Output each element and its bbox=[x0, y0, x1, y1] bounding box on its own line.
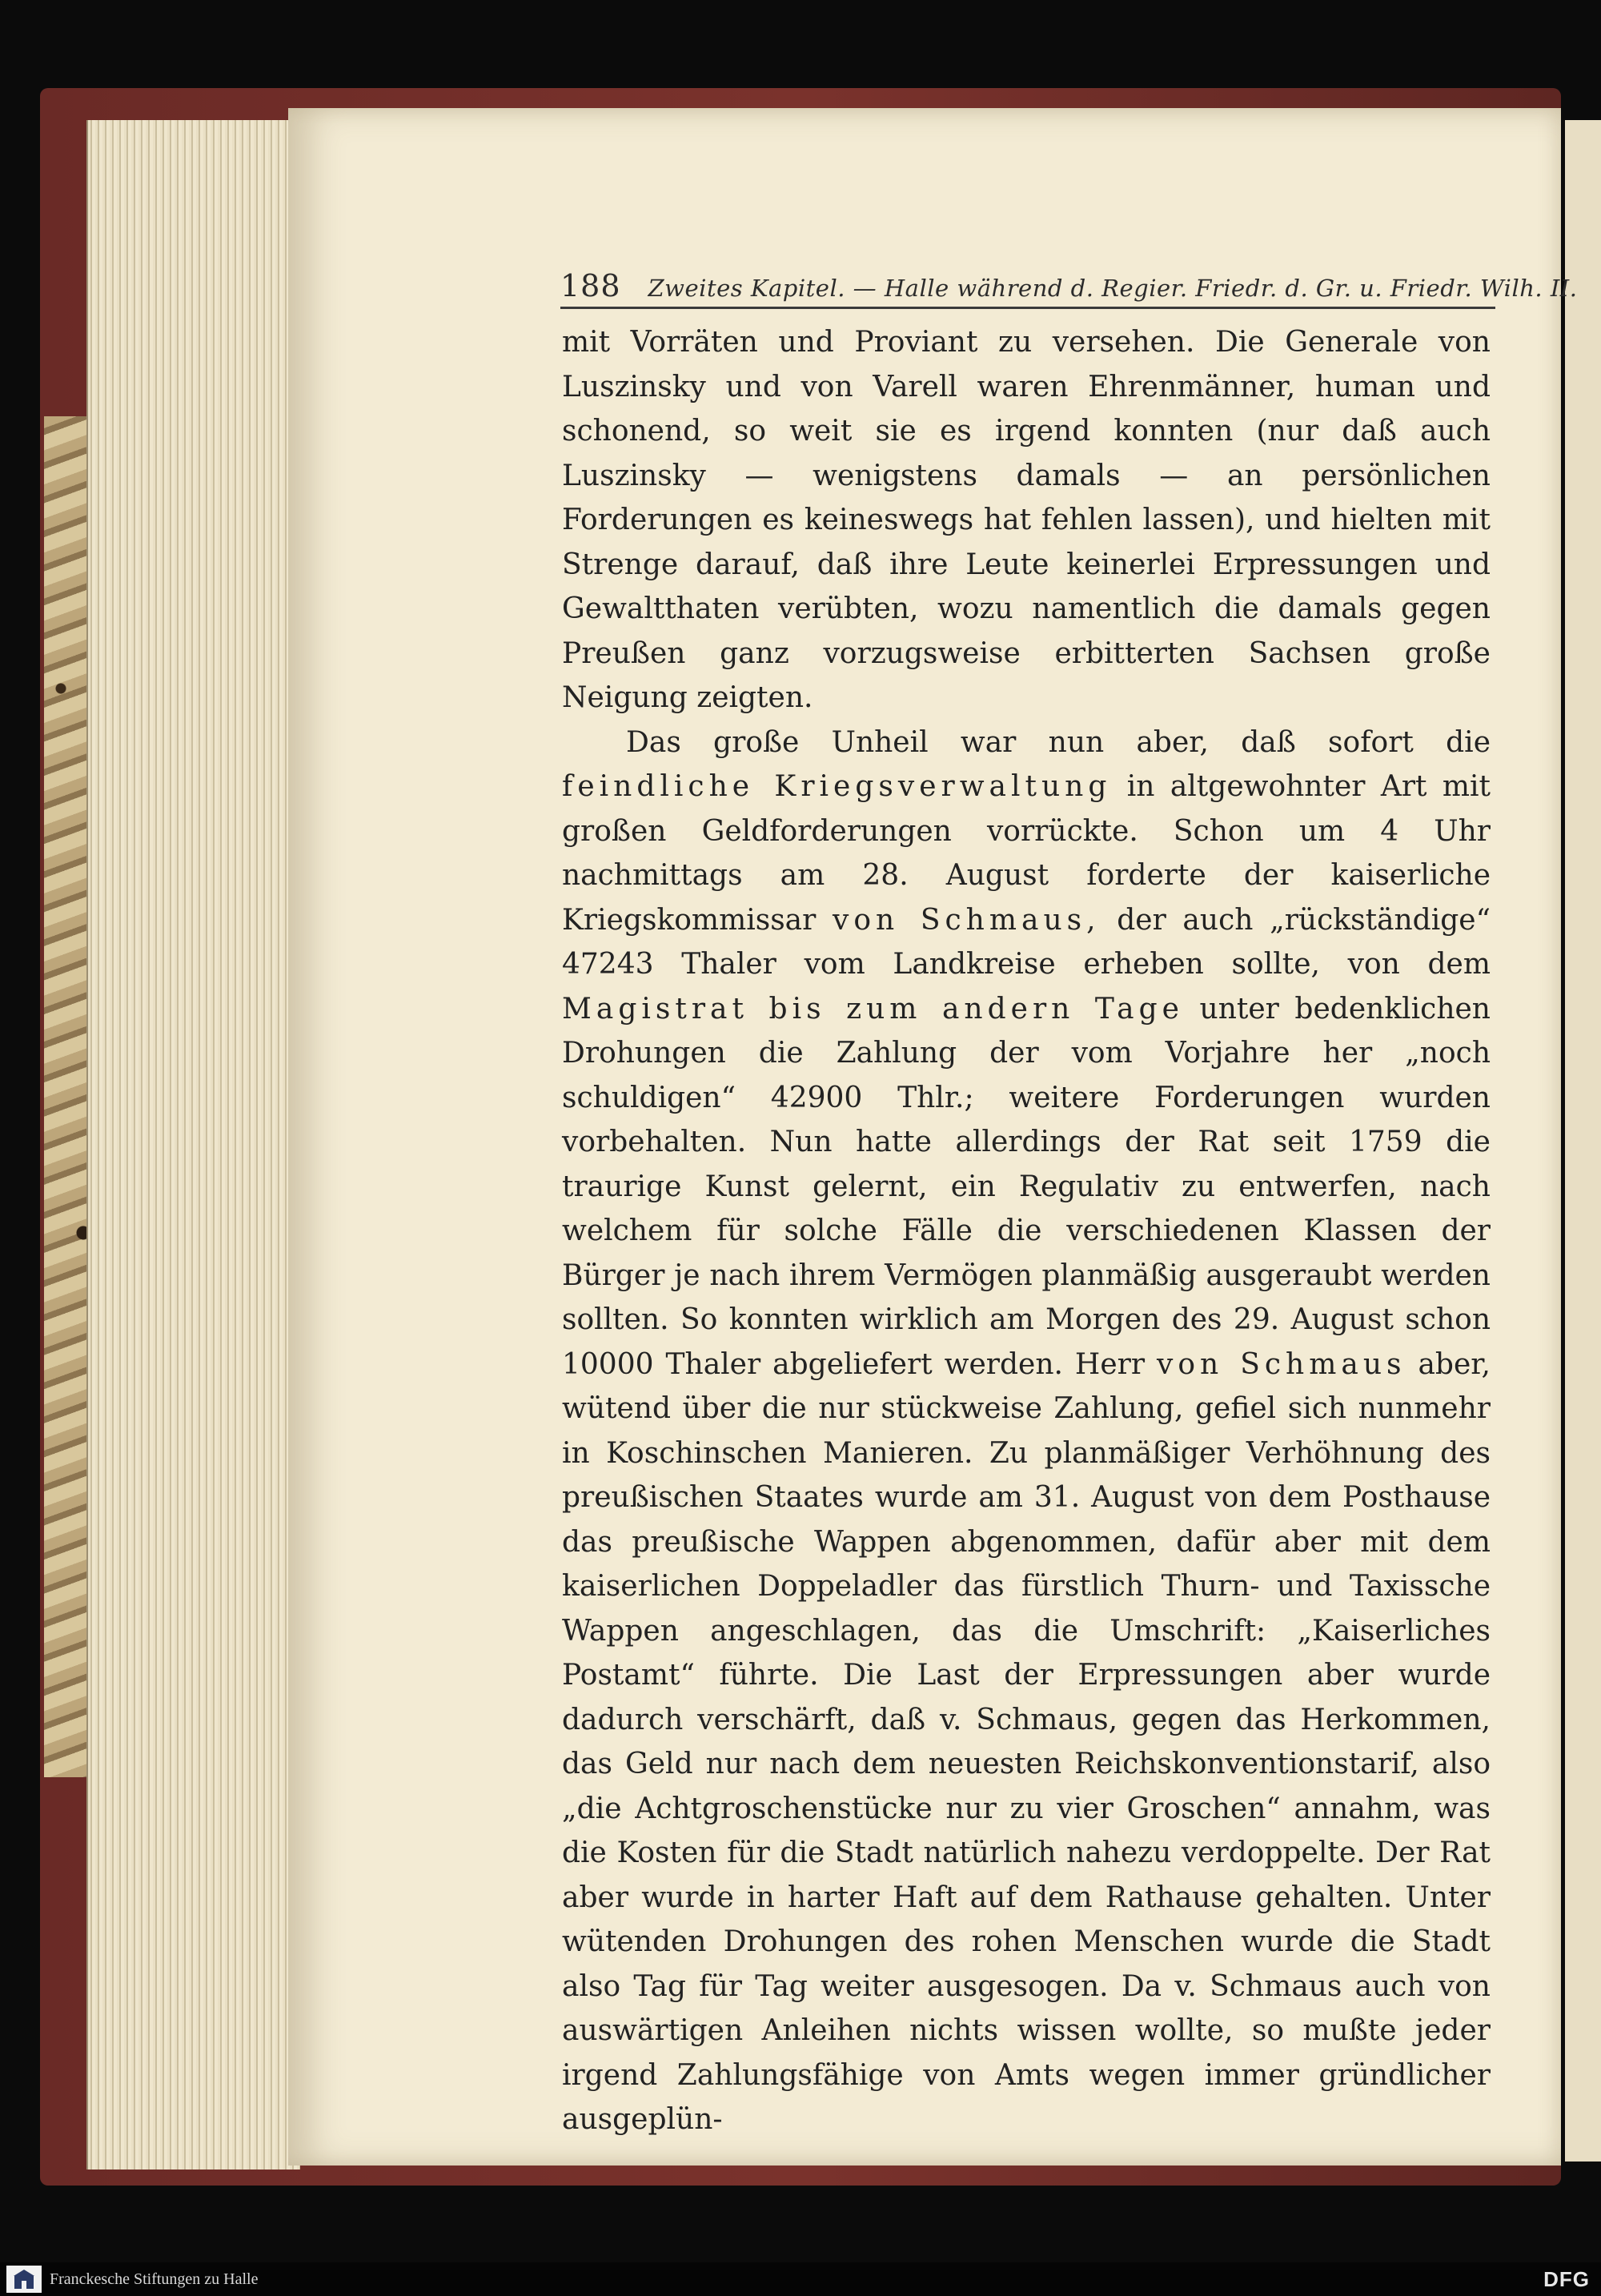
institution-logo-icon bbox=[6, 2266, 42, 2293]
header-rule bbox=[560, 307, 1495, 309]
viewer-footer bbox=[0, 2262, 1601, 2296]
text-run: in altgewohnter Art mit großen Geldforderungen vorrückte. Schon um 4 Uhr nachmittags am 28. August forderte der kaiserliche Kriegskommissar bbox=[562, 770, 1491, 937]
dfg-logo: DFG bbox=[1543, 2266, 1590, 2291]
institution-name: Franckesche Stiftungen zu Halle bbox=[50, 2270, 259, 2288]
page-stack-edge bbox=[86, 120, 300, 2170]
building-icon bbox=[12, 2268, 36, 2290]
text-run: aber, wütend über die nur stückweise Zahlung, gefiel sich nunmehr in Koschinschen Manieren. Zu planmäßiger Verhöhnung des preußischen Staates wurde am 31. August von dem Posthause das preußische Wappen abgenommen, dafür aber mit dem kaiserlichen Doppeladler das fürstlich Thurn- und Taxissche Wappen angeschlagen, das die Umschrift: „Kaiserliches Postamt“ führte. Die Last der Erpressungen aber wurde dadurch verschärft, daß v. Schmaus, gegen das Herkommen, das Geld nur nach dem neuesten Reichskonventionstarif, also „die Achtgroschenstücke nur zu vier Groschen“ annahm, was die Kosten für die Stadt natürlich nahezu verdoppelte. Der Rat aber wurde in harter Haft auf dem Rathause gehalten. Unter wütenden Drohungen des rohen Menschen wurde die Stadt also Tag für Tag weiter ausgesogen. Da v. Schmaus auch von auswärtigen Anleihen nichts wissen wollte, so mußte jeder irgend Zahlungsfähige von Amts wegen immer gründlicher ausgeplün- bbox=[562, 1347, 1491, 2136]
paragraph-1: mit Vorräten und Proviant zu versehen. Die Generale von Luszinsky und von Varell waren Ehrenmänner, human und schonend, so weit sie es irgend konnten (nur daß auch Luszinsky — wenigstens damals — an persönlichen Forderungen es keineswegs hat fehlen lassen), und hielten mit Strenge darauf, daß ihre Leute keinerlei Erpressungen und Gewaltthaten verübten, wozu namentlich die damals gegen Preußen ganz vorzugsweise erbitterten Sachsen große Neigung zeigten. bbox=[562, 326, 1491, 714]
page-number: 188 bbox=[560, 268, 621, 303]
body-text bbox=[562, 320, 1491, 2142]
text-run: Das große Unheil war nun aber, daß sofort die bbox=[626, 725, 1491, 759]
paragraph-2 bbox=[562, 721, 1491, 2142]
opposite-page-edge bbox=[1565, 120, 1601, 2162]
spaced-text-run: feindliche Kriegsverwaltung bbox=[562, 770, 1112, 803]
spaced-text-run: Magistrat bis zum andern Tage bbox=[562, 992, 1184, 1026]
footer-branding bbox=[0, 2266, 258, 2293]
text-run: unter bedenklichen Drohungen die Zahlung der vom Vorjahre her „noch schuldigen“ 42900 Thlr.; weitere Forderungen wurden vorbehalten. Nun hatte allerdings der Rat seit 1759 die traurige Kunst gelernt, ein Regulativ zu entwerfen, nach welchem für solche Fälle die verschiedenen Klassen der Bürger je nach ihrem Vermögen planmäßig ausgeraubt werden sollten. So konnten wirklich am Morgen des 29. August schon 10000 Thaler abgeliefert werden. Herr bbox=[562, 992, 1491, 1381]
text-run: der auch „rückständige“ 47243 Thaler vom Landkreise erheben sollte, von dem bbox=[562, 903, 1491, 981]
spaced-text-run: von Schmaus bbox=[1157, 1347, 1406, 1381]
running-title: Zweites Kapitel. — Halle während d. Regier. Friedr. d. Gr. u. Friedr. Wilh. II. bbox=[648, 275, 1578, 302]
running-head bbox=[560, 268, 1578, 303]
spaced-text-run: von Schmaus, bbox=[833, 903, 1101, 937]
